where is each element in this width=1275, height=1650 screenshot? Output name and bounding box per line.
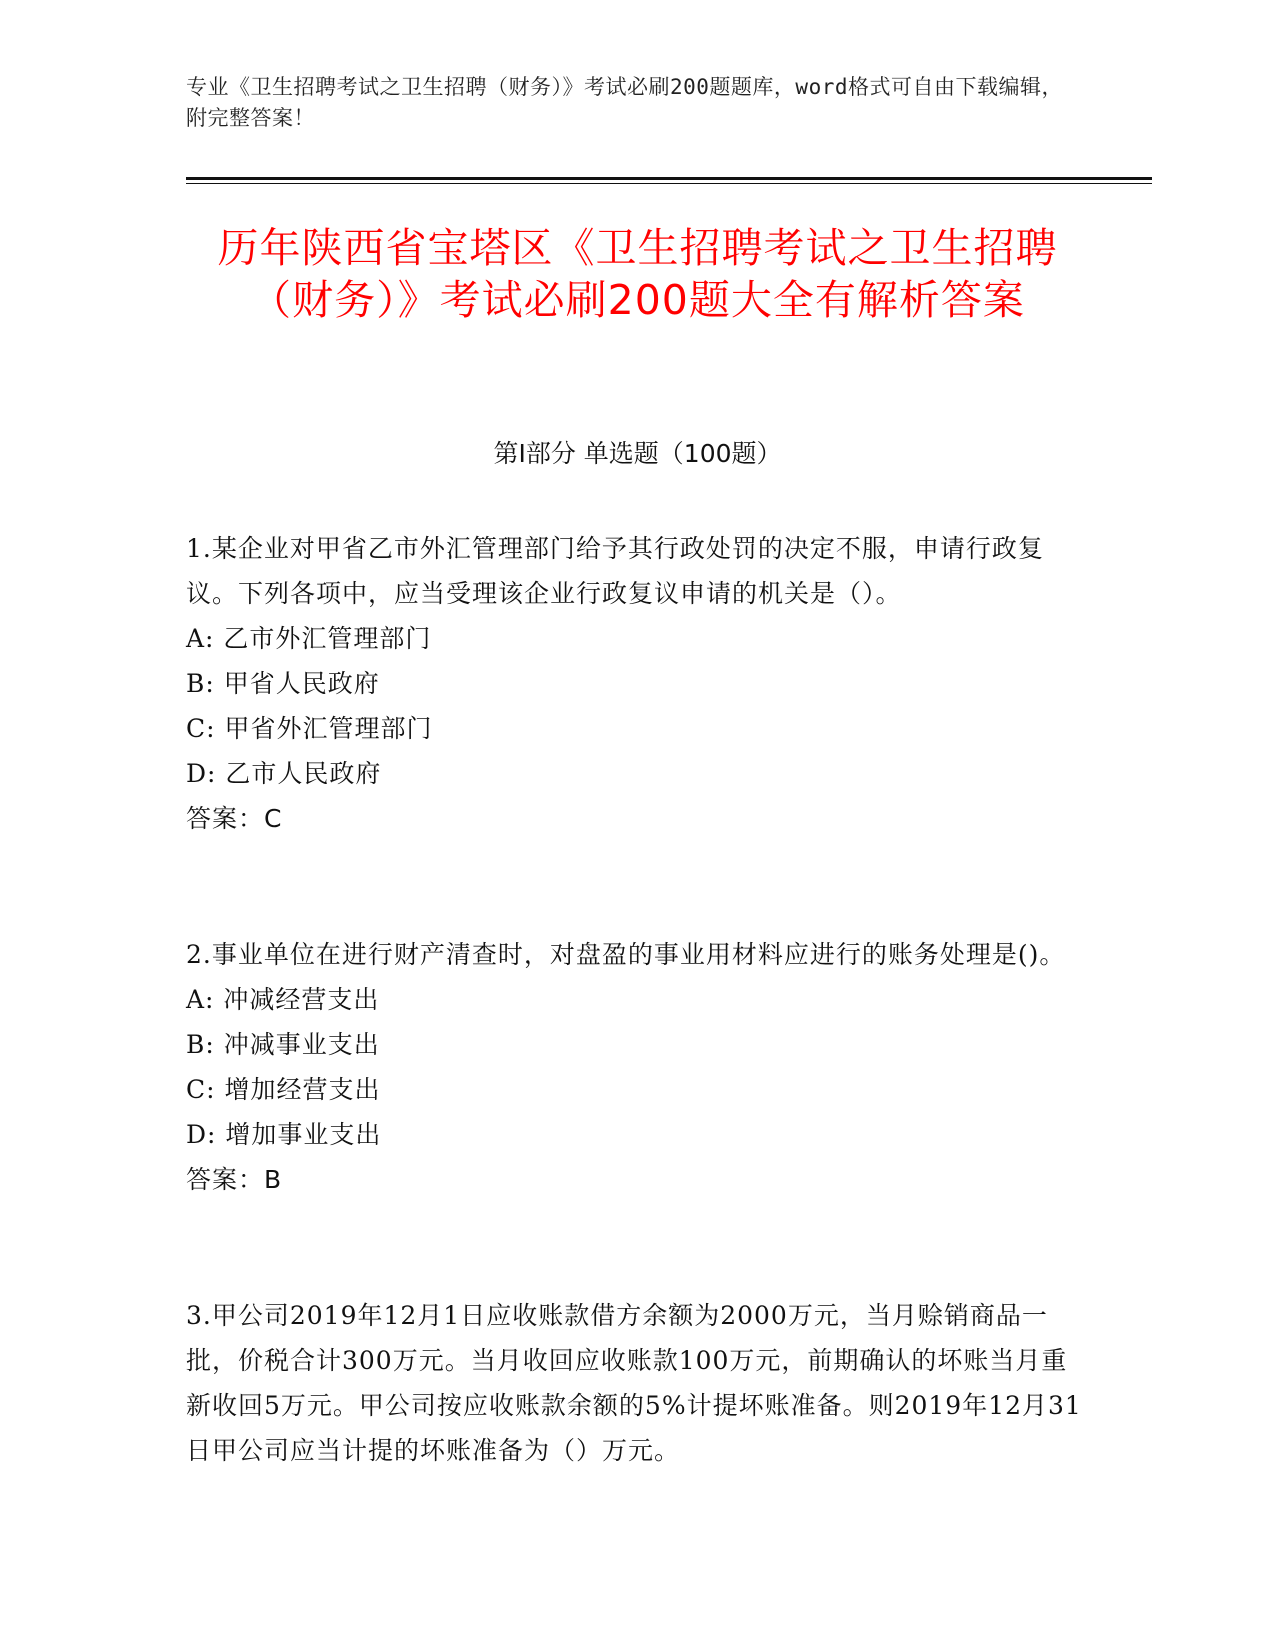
header-divider-thin	[186, 183, 1152, 184]
question-stem: 1.某企业对甲省乙市外汇管理部门给予其行政处罚的决定不服，申请行政复议。下列各项中，应当受理该企业行政复议申请的机关是（）。	[186, 534, 1044, 608]
question-stem: 3.甲公司2019年12月1日应收账款借方余额为2000万元，当月赊销商品一批，价税合计300万元。当月收回应收账款100万元，前期确认的坏账当月重新收回5万元。甲公司按应收账款余额的5%计提坏账准备。则2019年12月31日甲公司应当计提的坏账准备为（）万元。	[186, 1301, 1082, 1465]
answer-line: 答案：C	[186, 804, 283, 833]
option-a: A: 乙市外汇管理部门	[186, 624, 432, 653]
option-d: D: 乙市人民政府	[186, 759, 382, 788]
header-divider-thick	[186, 177, 1152, 180]
question-2	[186, 932, 1086, 1202]
question-1	[186, 526, 1086, 841]
question-stem: 2.事业单位在进行财产清查时，对盘盈的事业用材料应进行的账务处理是()。	[186, 940, 1066, 969]
header-note: 专业《卫生招聘考试之卫生招聘（财务）》考试必刷200题题库，word格式可自由下载编辑，附完整答案！	[186, 75, 1063, 130]
option-b: B: 冲减事业支出	[186, 1030, 380, 1059]
option-b: B: 甲省人民政府	[186, 669, 380, 698]
option-d: D: 增加事业支出	[186, 1120, 382, 1149]
option-a: A: 冲减经营支出	[186, 985, 380, 1014]
question-3	[186, 1293, 1086, 1473]
section-heading: 第Ⅰ部分 单选题（100题）	[493, 439, 782, 468]
option-c: C: 增加经营支出	[186, 1075, 381, 1104]
document-title: 历年陕西省宝塔区《卫生招聘考试之卫生招聘（财务）》考试必刷200题大全有解析答案	[217, 224, 1058, 324]
option-c: C: 甲省外汇管理部门	[186, 714, 433, 743]
answer-line: 答案：B	[186, 1165, 283, 1194]
